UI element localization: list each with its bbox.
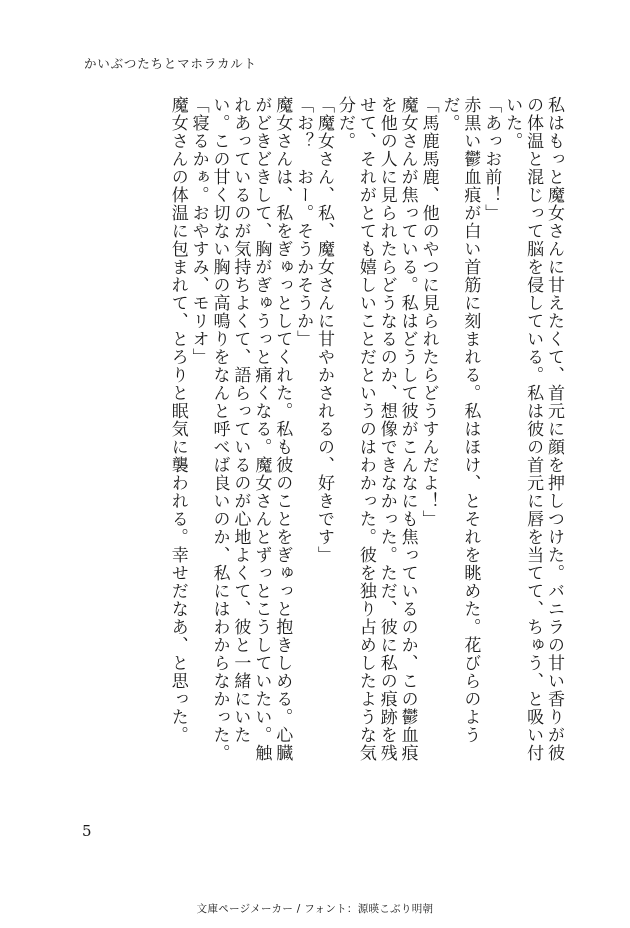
paragraph: 魔女さんが焦っている。私はどうして彼がこんなにも焦っているのか、この鬱血痕を他の人に見られたらどうなるのか、想像できなかった。ただ、彼に私の痕跡を残せて、それがとても嬉しいことだというのはわかった。彼を独り占めしたような気分だ。 <box>334 96 418 762</box>
footer-credit: 文庫ページメーカー / フォント：源暎こぶり明朝 <box>196 903 434 915</box>
paragraph: 赤黒い鬱血痕が白い首筋に刻まれる。私はほけ、とそれを眺めた。花びらのようだ。 <box>439 96 481 744</box>
page-number: 5 <box>82 822 92 840</box>
paragraph: 私はもっと魔女さんに甘えたくて、首元に顔を押しつけた。バニラの甘い香りが彼の体温と混じって脳を侵している。私は彼の首元に唇を当てて、ちゅう、と吸い付いた。 <box>502 96 564 762</box>
dialogue-line: 「魔女さん、私、魔女さんに甘やかされるの、好きです」 <box>314 96 335 564</box>
dialogue-line: 「あっお前！」 <box>481 96 502 222</box>
paragraph: 魔女さんは、私をぎゅっとしてくれた。私も彼のことをぎゅっと抱きしめる。心臓がどきどきして、胸がぎゅうっと痛くなる。魔女さんとずっとこうしていたい。触れあっているのが気持ちよくて、語らっているのが心地よくて、彼と一緒にいたい。この甘く切ない胸の高鳴りをなんと呼べば良いのか、私にはわからなかった。 <box>209 96 293 762</box>
paragraph: 魔女さんの体温に包まれて、とろりと眠気に襲われる。幸せだなあ、と思った。 <box>167 96 188 744</box>
vertical-body-text <box>84 96 564 772</box>
dialogue-line: 「馬鹿馬鹿、他のやつに見られたらどうすんだよ！」 <box>418 96 439 528</box>
dialogue-line: 「寝るかぁ。おやすみ、モリオ」 <box>188 96 209 366</box>
dialogue-line: 「お？ おー。そうかそうか」 <box>293 96 314 348</box>
book-title-header: かいぶつたちとマホラカルト <box>84 56 257 71</box>
